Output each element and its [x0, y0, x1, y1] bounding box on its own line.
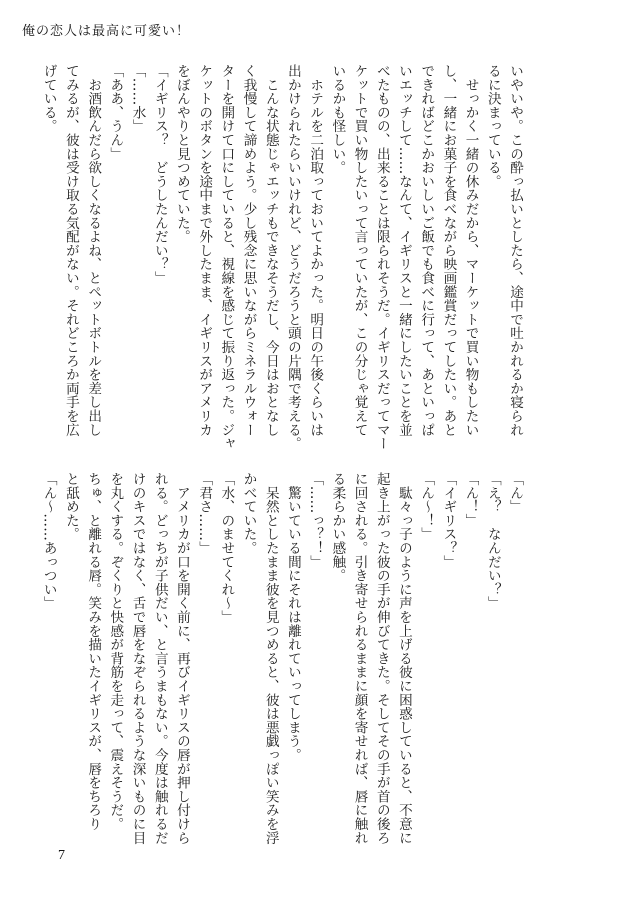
text-line: ホテルを二泊取っておいてよかった。明日の午後くらいは	[307, 64, 324, 437]
text-line: こんな状態じゃエッチもできなそうだし、今日はおとなし	[262, 64, 279, 437]
text-line: いるかも怪しい。	[329, 64, 346, 175]
text-line: できればどこかおいしいご飯でも食べに行って、あといっぱ	[418, 64, 435, 437]
lower-text-block	[40, 472, 526, 845]
text-line: げている。	[40, 64, 57, 133]
text-line: をぼんやりと見つめていた。	[173, 64, 190, 244]
text-line: ケットのボタンを途中まで外したまま、イギリスがアメリカ	[196, 64, 213, 437]
running-header: 俺の恋人は最高に可愛い！	[22, 24, 191, 39]
text-line: いやいや。この酔っ払いとしたら、途中で吐かれるか寝られ	[507, 64, 523, 437]
text-line: る柔らかい感触。	[329, 472, 346, 583]
text-line: 出かけられたらいいけれど、どうだろうと頭の片隅で考える。	[284, 64, 301, 451]
text-line: 「ん〜……あっつい」	[40, 472, 57, 610]
text-line: 「え？ なんだい？」	[484, 472, 501, 610]
text-line: と舐めた。	[62, 472, 79, 541]
text-line: 駄々っ子のように声を上げる彼に困惑していると、不意に	[395, 472, 412, 845]
text-line: れる。どっちが子供だい、と言うまもない。今度は触れるだ	[151, 472, 168, 845]
text-line: ターを開けて口にしていると、視線を感じて振り返った。ジャ	[218, 64, 235, 451]
text-line: 呆然としたまま彼を見つめると、彼は悪戯っぽい笑みを浮	[262, 472, 279, 845]
text-line: 「ん」	[507, 472, 523, 514]
text-line: けのキスではなく、舌で唇をなぞられるような深いものに目	[129, 472, 146, 845]
text-line: 「ああ、うん」	[107, 64, 124, 161]
text-line: を丸くする。ぞくりと快感が背筋を走って、震えそうだ。	[107, 472, 124, 831]
text-line: 起き上がった彼の手が伸びてきた。そしてその手が首の後ろ	[373, 472, 390, 845]
text-line: し、一緒にお菓子を食べながら映画鑑賞だってしたい。あと	[440, 64, 457, 437]
text-line: 「イギリス？」	[440, 472, 457, 569]
text-line: 驚いている間にそれは離れていってしまう。	[284, 472, 301, 762]
text-line: 「ん！」	[462, 472, 479, 528]
text-line: 「ん〜！」	[418, 472, 435, 541]
text-line: 「……っ？！」	[307, 472, 324, 569]
text-line: てみるが、彼は受け取る気配がない。それどころか両手を広	[62, 64, 79, 437]
text-line: お酒飲んだら欲しくなるよね、とペットボトルを差し出し	[85, 64, 102, 437]
text-line: せっかく一緒の休みだから、マーケットで買い物もしたい	[462, 64, 479, 437]
text-line: 「水、のませてくれ〜」	[218, 472, 235, 624]
text-line: アメリカが口を開く前に、再びイギリスの唇が押し付けら	[173, 472, 190, 845]
text-line: るに決まっている。	[484, 64, 501, 189]
text-line: 「君さ……」	[196, 472, 213, 555]
upper-text-block	[40, 64, 526, 451]
text-line: べたものの、出来ることは限られそうだ。イギリスだってマー	[373, 64, 390, 451]
text-line: く我慢して諦めよう。少し残念に思いながらミネラルウォー	[240, 64, 257, 437]
text-line: に回される。引き寄せられるままに顔を寄せれば、唇に触れ	[351, 472, 368, 845]
text-line: ちゅ、と離れる唇。笑みを描いたイギリスが、唇をちろり	[85, 472, 102, 831]
text-line: 「イギリス？ どうしたんだい？」	[151, 64, 168, 285]
text-line: いエッチして……なんて、イギリスと一緒にしたいことを並	[395, 64, 412, 437]
text-line: ケットで買い物したいって言っていたが、この分じゃ覚えて	[351, 64, 368, 437]
page-number: 7	[58, 848, 65, 863]
text-line: かべていた。	[240, 472, 257, 555]
text-line: 「……水」	[129, 64, 146, 133]
